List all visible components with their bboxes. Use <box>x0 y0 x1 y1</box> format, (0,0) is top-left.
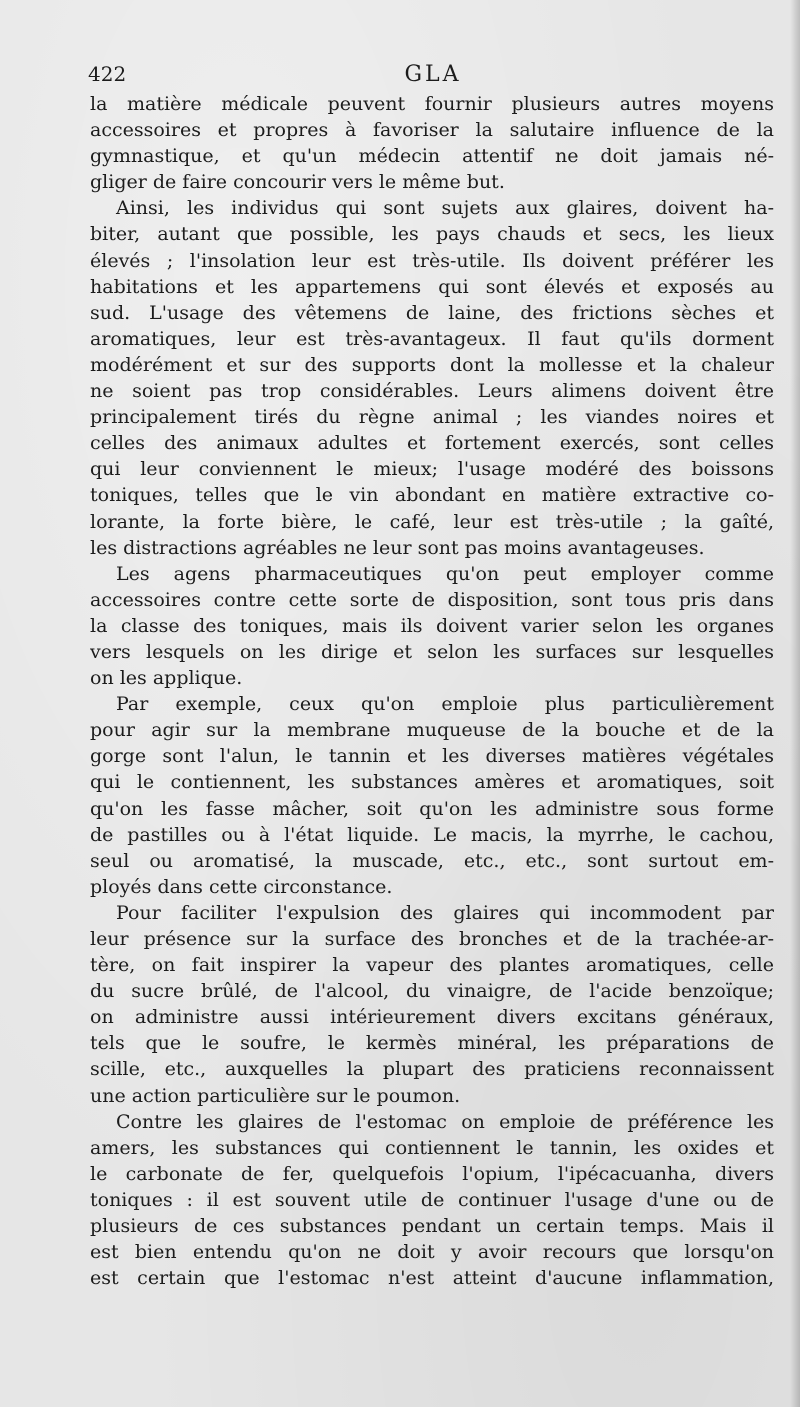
text-line: sud. L'usage des vêtemens de laine, des frictions sèches et <box>90 301 774 324</box>
text-line: biter, autant que possible, les pays chauds et secs, les lieux <box>90 223 774 246</box>
text-line: plusieurs de ces substances pendant un certain temps. Mais il <box>90 1215 774 1238</box>
paragraph <box>90 691 774 900</box>
text-line: tels que le soufre, le kermès minéral, les préparations de <box>90 1032 774 1055</box>
paragraph <box>90 1109 774 1292</box>
text-line: gliger de faire concourir vers le même but. <box>90 171 505 194</box>
text-line: toniques, telles que le vin abondant en matière extractive co- <box>90 484 774 507</box>
text-line: est bien entendu qu'on ne doit y avoir recours que lorsqu'on <box>90 1241 774 1264</box>
text-line: le carbonate de fer, quelquefois l'opium, l'ipécacuanha, divers <box>90 1162 774 1185</box>
text-line: aromatiques, leur est très-avantageux. Il faut qu'ils dorment <box>90 327 774 350</box>
text-line: Contre les glaires de l'estomac on emploie de préférence les <box>116 1110 774 1133</box>
page-gutter-shadow <box>790 0 800 1407</box>
text-line: amers, les substances qui contiennent le tannin, les oxides et <box>90 1136 774 1159</box>
running-head: GLA <box>404 62 462 87</box>
paragraph <box>90 195 774 560</box>
text-line: accessoires contre cette sorte de disposition, sont tous pris dans <box>90 588 774 611</box>
text-line: la classe des toniques, mais ils doivent varier selon les organes <box>90 614 774 637</box>
text-line: une action particulière sur le poumon. <box>90 1084 461 1107</box>
text-line: celles des animaux adultes et fortement exercés, sont celles <box>90 432 774 455</box>
text-line: tère, on fait inspirer la vapeur des plantes aromatiques, celle <box>90 954 774 977</box>
text-line: principalement tirés du règne animal ; les viandes noires et <box>90 406 774 429</box>
text-line: lorante, la forte bière, le café, leur est très-utile ; la gaîté, <box>90 510 774 533</box>
text-line: vers lesquels on les dirige et selon les surfaces sur lesquelles <box>90 640 774 663</box>
text-line: leur présence sur la surface des bronches et de la trachée-ar- <box>90 928 774 950</box>
text-line: qui leur conviennent le mieux; l'usage modéré des boissons <box>90 458 774 481</box>
text-line: Ainsi, les individus qui sont sujets aux glaires, doivent ha- <box>116 197 774 220</box>
text-line: ployés dans cette circonstance. <box>90 875 393 898</box>
text-line: les distractions agréables ne leur sont pas moins avantageuses. <box>90 536 705 559</box>
text-line: gymnastique, et qu'un médecin attentif ne doit jamais né- <box>90 145 774 168</box>
text-line: élevés ; l'insolation leur est très-utile. Ils doivent préférer les <box>90 249 774 272</box>
text-line: gorge sont l'alun, le tannin et les diverses matières végétales <box>90 745 774 768</box>
body-text <box>90 91 774 1291</box>
text-line: ne soient pas trop considérables. Leurs alimens doivent être <box>90 380 774 403</box>
text-line: seul ou aromatisé, la muscade, etc., etc., sont surtout em- <box>90 849 774 872</box>
text-line: de pastilles ou à l'état liquide. Le macis, la myrrhe, le cachou, <box>90 823 774 846</box>
text-line: la matière médicale peuvent fournir plusieurs autres moyens <box>90 93 774 115</box>
paragraph <box>90 561 774 691</box>
text-line: accessoires et propres à favoriser la salutaire influence de la <box>90 119 774 142</box>
text-line: toniques : il est souvent utile de continuer l'usage d'une ou de <box>90 1188 774 1211</box>
text-line: qu'on les fasse mâcher, soit qu'on les administre sous forme <box>90 797 774 820</box>
text-line: du sucre brûlé, de l'alcool, du vinaigre, de l'acide benzoïque; <box>90 980 774 1003</box>
text-line: modérément et sur des supports dont la mollesse et la chaleur <box>90 353 774 376</box>
text-line: on les applique. <box>90 667 243 690</box>
text-line: pour agir sur la membrane muqueuse de la bouche et de la <box>90 719 774 742</box>
text-line: on administre aussi intérieurement divers excitans généraux, <box>90 1006 774 1029</box>
paragraph <box>90 900 774 1109</box>
text-line: habitations et les appartemens qui sont élevés et exposés au <box>90 275 774 298</box>
text-line: Les agens pharmaceutiques qu'on peut employer comme <box>116 562 774 585</box>
page-header <box>88 62 778 90</box>
text-line: est certain que l'estomac n'est atteint d'aucune inflammation, <box>90 1267 774 1290</box>
text-line: scille, etc., auxquelles la plupart des praticiens reconnaissent <box>90 1058 774 1081</box>
text-line: Pour faciliter l'expulsion des glaires qui incommodent par <box>116 901 774 924</box>
text-line: qui le contiennent, les substances amères et aromatiques, soit <box>90 771 774 794</box>
page-number: 422 <box>88 62 127 86</box>
paragraph <box>90 91 774 195</box>
text-line: Par exemple, ceux qu'on emploie plus particulièrement <box>116 693 774 716</box>
